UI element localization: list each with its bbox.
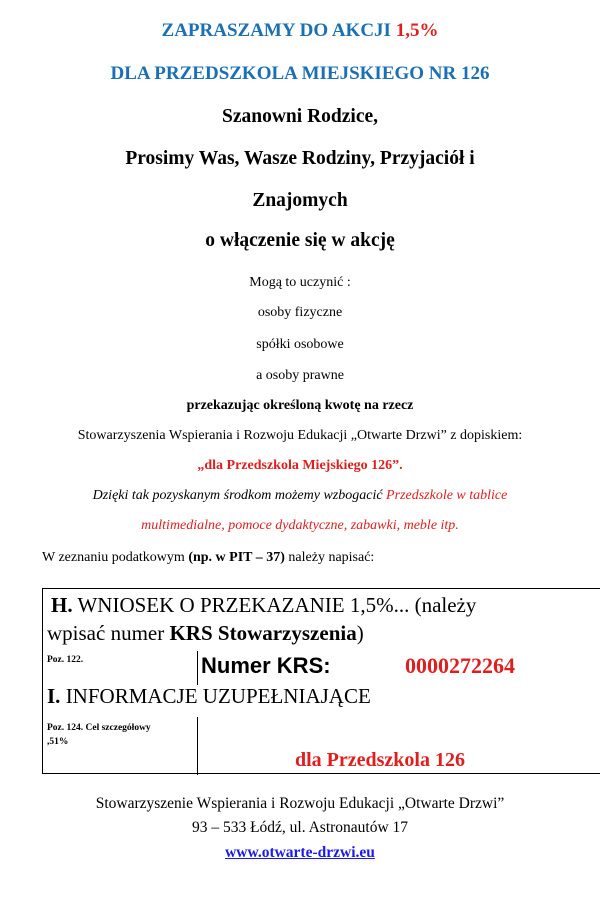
appeal-line-2: Znajomych [252, 190, 348, 211]
dedication-note: „dla Przedszkola Miejskiego 126”. [197, 458, 403, 473]
footer-org: Stowarzyszenie Wspierania i Rozwoju Edukacji „Otwarte Drzwi” [95, 795, 505, 812]
benefit-line-2: multimedialne, pomoce dydaktyczne, zabawki, meble itp. [141, 518, 459, 533]
who-item-1: osoby fizyczne [257, 305, 343, 320]
greeting: Szanowni Rodzice, [222, 106, 378, 127]
who-item-3: a osoby prawne [256, 368, 344, 383]
who-intro: Mogą to uczynić : [249, 275, 351, 290]
who-item-2: spółki osobowe [256, 337, 344, 352]
poz-122-divider [197, 651, 198, 685]
tax-instruction: W zeznaniu podatkowym (np. w PIT – 37) należy napisać: [42, 550, 375, 565]
poz-122-label: Poz. 122. [47, 655, 84, 665]
appeal-line-3: o włączenie się w akcję [205, 230, 395, 251]
section-i-title: I. INFORMACJE UZUPEŁNIAJĄCE [47, 684, 371, 708]
poz-124-divider [197, 717, 198, 775]
footer-address: 93 – 533 Łódź, ul. Astronautów 17 [191, 819, 409, 836]
krs-number: 0000272264 [405, 653, 515, 678]
association-line: Stowarzyszenia Wspierania i Rozwoju Edukacji „Otwarte Drzwi” z dopiskiem: [77, 428, 523, 443]
heading-percentage: 1,5% [395, 20, 439, 41]
target-value: dla Przedszkola 126 [295, 749, 465, 771]
benefit-line-1: Dzięki tak pozyskanym środkom możemy wzbogacić Przedszkole w tablice [92, 488, 508, 503]
transfer-text: przekazując określoną kwotę na rzecz [186, 398, 414, 413]
poz-124-label-1: Poz. 124. Cel szczegółowy [47, 723, 151, 733]
heading-line-2: DLA PRZEDSZKOLA MIEJSKIEGO NR 126 [110, 63, 490, 84]
poz-124-label-2: ,51% [47, 737, 69, 747]
footer-website-wrap [0, 844, 600, 862]
section-h-line-2: wpisać numer KRS Stowarzyszenia) [47, 621, 364, 645]
heading-line-1: ZAPRASZAMY DO AKCJI 1,5% [161, 20, 439, 41]
section-h-title: H. WNIOSEK O PRZEKAZANIE 1,5%... (należy [51, 593, 477, 617]
website-link[interactable]: www.otwarte-drzwi.eu [225, 844, 375, 861]
appeal-line-1: Prosimy Was, Wasze Rodziny, Przyjaciół i [125, 148, 475, 169]
tax-form-box [42, 588, 600, 774]
krs-label: Numer KRS: [201, 653, 331, 678]
